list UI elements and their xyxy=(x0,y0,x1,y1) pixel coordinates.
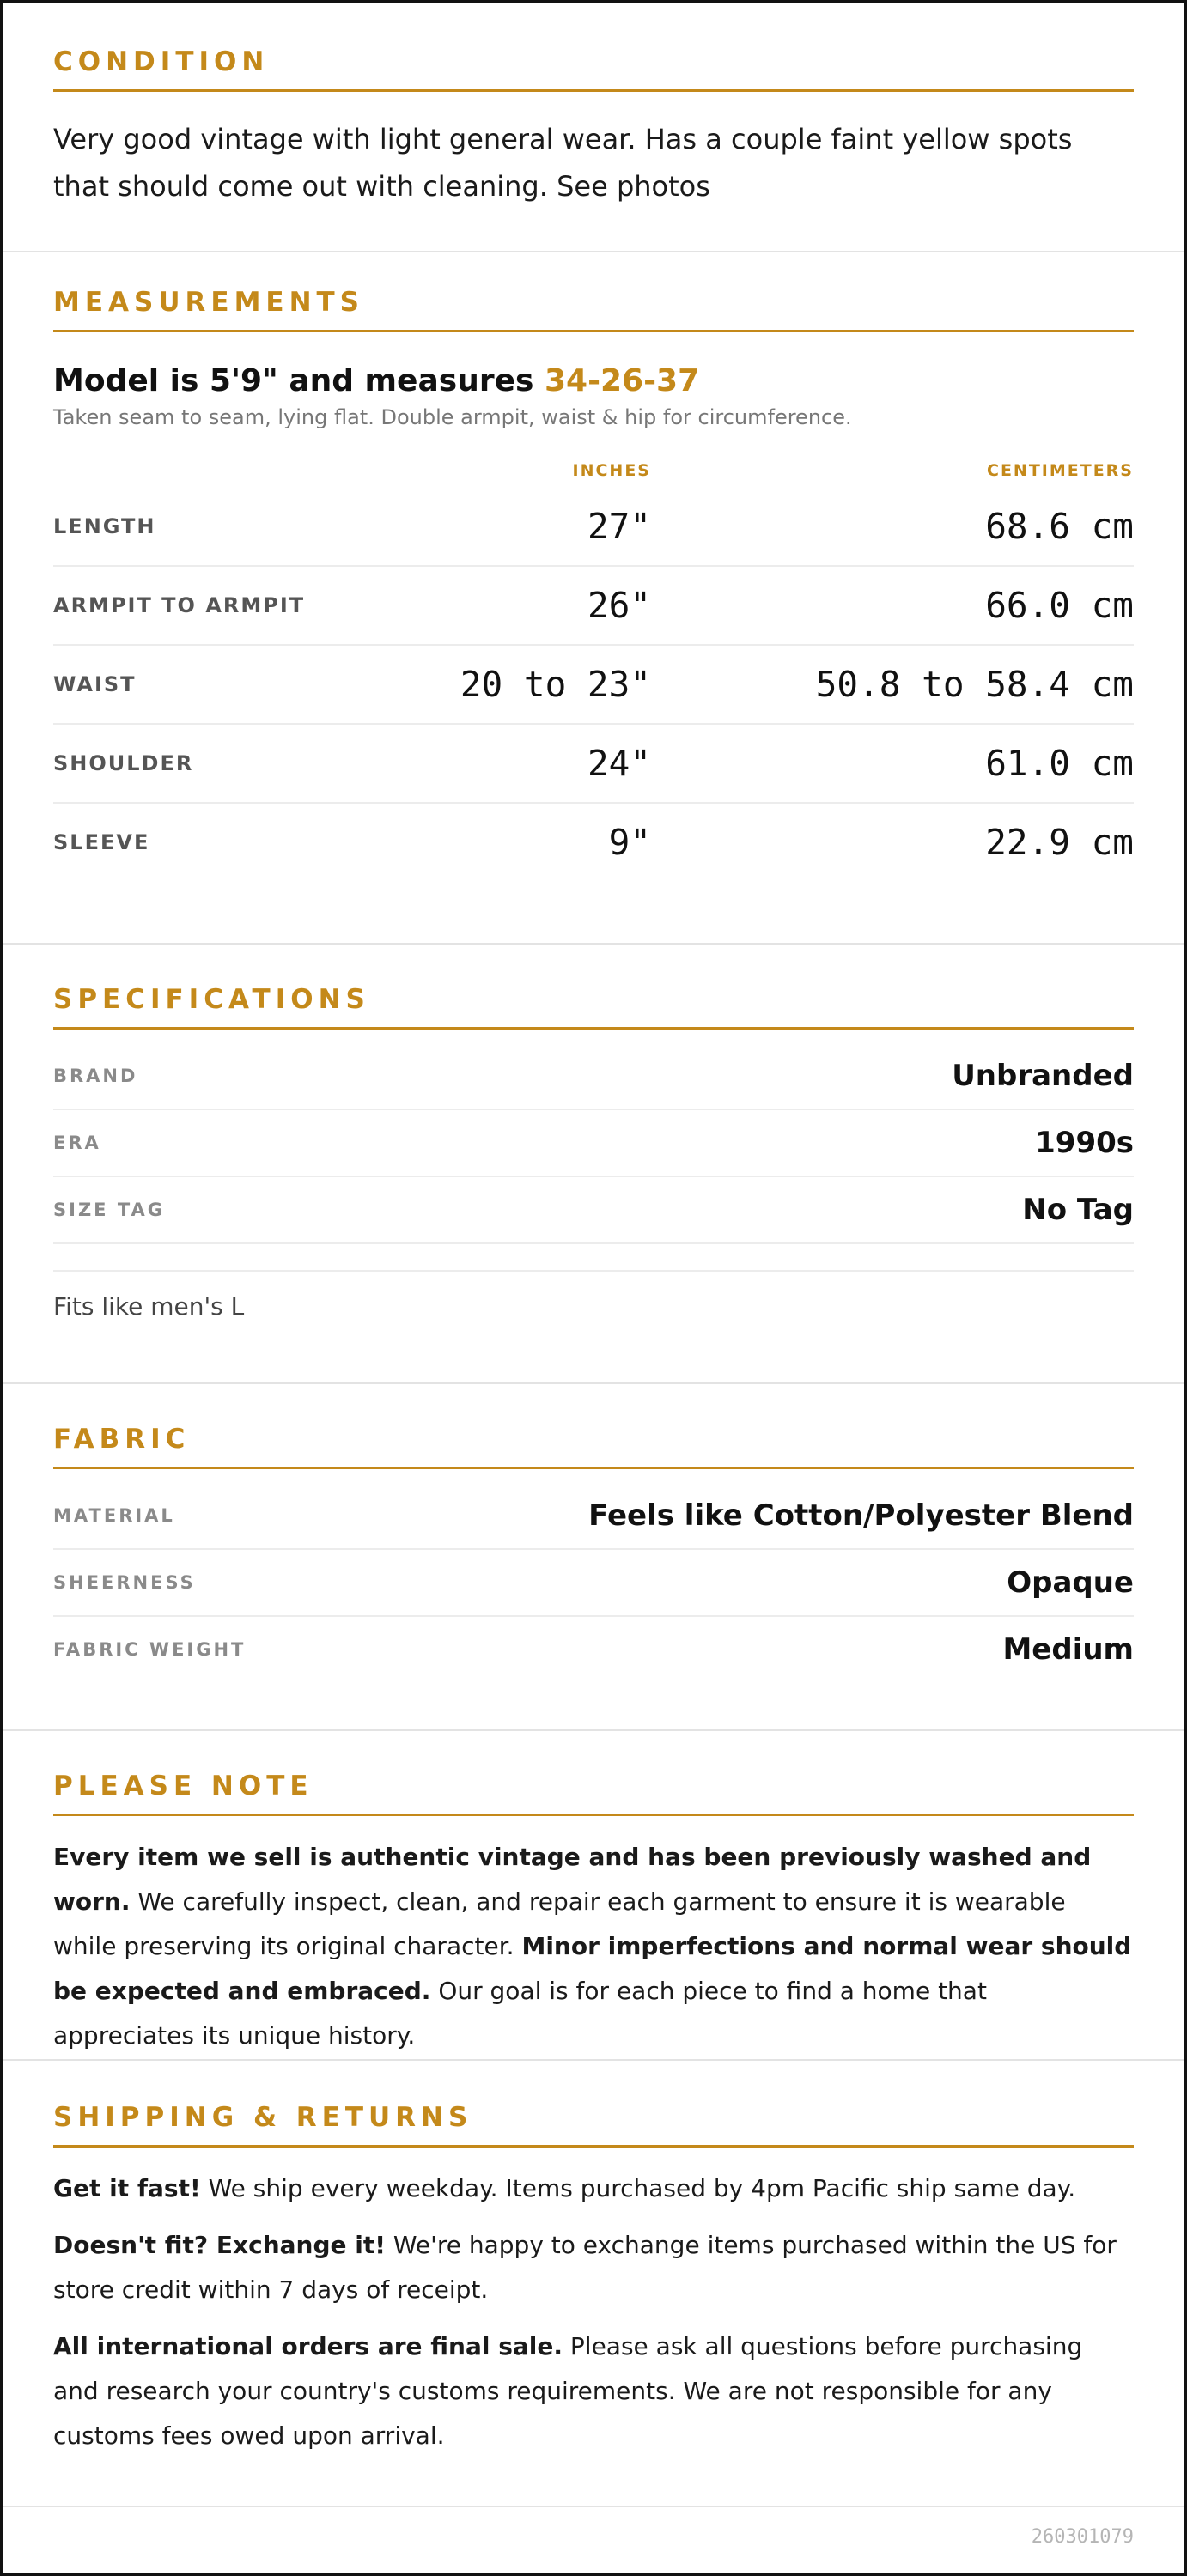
spec-row-size-tag xyxy=(53,1177,1134,1244)
condition-text: Very good vintage with light general wear. Has a couple faint yellow spots that should come out with cleaning. See photos xyxy=(53,123,1073,203)
measurement-row-length xyxy=(53,488,1134,567)
fabric-value: Feels like Cotton/Polyester Blend xyxy=(588,1498,1134,1533)
header-centimeters: CENTIMETERS xyxy=(987,461,1134,480)
please-note-title: PLEASE NOTE xyxy=(53,1771,1134,1816)
fabric-key: MATERIAL xyxy=(53,1505,175,1526)
measurement-row-armpit xyxy=(53,567,1134,646)
measurement-cm: 66.0 cm xyxy=(985,585,1134,626)
measurement-label: SHOULDER xyxy=(53,751,194,775)
shipping-text: We ship every weekday. Items purchased by 4pm Pacific ship same day. xyxy=(200,2174,1076,2202)
spec-key: ERA xyxy=(53,1133,101,1153)
header-inches: INCHES xyxy=(572,461,651,480)
fabric-key: FABRIC WEIGHT xyxy=(53,1639,247,1660)
spec-value: 1990s xyxy=(1035,1126,1134,1160)
note-text-2: Our goal is for each piece to find a home that appreciates its unique history. xyxy=(53,1977,987,2050)
specifications-section xyxy=(3,945,1184,1384)
fabric-key: SHEERNESS xyxy=(53,1572,196,1593)
fabric-row-weight xyxy=(53,1617,1134,1682)
spec-value: Unbranded xyxy=(952,1059,1134,1093)
please-note-text xyxy=(53,1835,1134,2058)
fabric-row-sheerness xyxy=(53,1550,1134,1617)
measurements-title: MEASUREMENTS xyxy=(53,287,1134,332)
note-bold-2: Minor imperfections and normal wear should be expected and embraced. xyxy=(53,1932,1132,2005)
measurement-inches: 9" xyxy=(608,822,651,863)
measurements-section xyxy=(3,252,1184,945)
fabric-title: FABRIC xyxy=(53,1424,1134,1469)
please-note-section xyxy=(3,1731,1184,2061)
shipping-bold: All international orders are final sale. xyxy=(53,2332,563,2360)
note-bold-1: Every item we sell is authentic vintage and has been previously washed and worn. xyxy=(53,1843,1092,1916)
spec-row-era xyxy=(53,1110,1134,1177)
measurements-header xyxy=(53,453,1134,488)
shipping-text: We're happy to exchange items purchased within the US for store credit within 7 days of receipt. xyxy=(53,2231,1117,2304)
measurement-cm: 22.9 cm xyxy=(985,822,1134,863)
shipping-section xyxy=(3,2061,1184,2507)
specifications-title: SPECIFICATIONS xyxy=(53,984,1134,1030)
measurement-row-shoulder xyxy=(53,725,1134,804)
fabric-list xyxy=(53,1483,1134,1682)
measurement-label: WAIST xyxy=(53,672,137,696)
condition-section xyxy=(3,3,1184,252)
measurement-inches: 26" xyxy=(587,585,651,626)
measurement-row-waist xyxy=(53,646,1134,725)
measurement-cm: 50.8 to 58.4 cm xyxy=(815,664,1134,705)
fit-note: Fits like men's L xyxy=(53,1270,1134,1321)
fabric-value: Opaque xyxy=(1007,1565,1134,1600)
shipping-paragraph-exchange xyxy=(53,2223,1134,2312)
shipping-bold: Doesn't fit? Exchange it! xyxy=(53,2231,386,2259)
fabric-row-material xyxy=(53,1483,1134,1550)
shipping-title: SHIPPING & RETURNS xyxy=(53,2102,1134,2148)
spec-value: No Tag xyxy=(1022,1193,1134,1227)
measurement-inches: 27" xyxy=(587,506,651,547)
model-measure-value: 34-26-37 xyxy=(544,363,700,398)
shipping-paragraph-international xyxy=(53,2324,1134,2458)
fabric-value: Medium xyxy=(1002,1632,1134,1667)
spec-key: SIZE TAG xyxy=(53,1200,166,1220)
measurement-label: ARMPIT TO ARMPIT xyxy=(53,593,306,617)
model-prefix: Model is 5'9" and measures xyxy=(53,363,545,398)
condition-title: CONDITION xyxy=(53,46,1134,92)
measurement-inches: 20 to 23" xyxy=(460,664,651,705)
note-text-1: We carefully inspect, clean, and repair each garment to ensure it is wearable while preserving its original character. xyxy=(53,1887,1066,1960)
measurement-label: LENGTH xyxy=(53,514,156,538)
measurement-label: SLEEVE xyxy=(53,830,150,854)
shipping-paragraph-fast xyxy=(53,2166,1134,2211)
measurement-row-sleeve xyxy=(53,804,1134,881)
measurement-cm: 61.0 cm xyxy=(985,743,1134,784)
measurement-cm: 68.6 cm xyxy=(985,506,1134,547)
model-measurements xyxy=(53,363,1134,398)
measurements-table xyxy=(53,453,1134,881)
item-code: 260301079 xyxy=(1031,2526,1134,2548)
measurements-subtitle: Taken seam to seam, lying flat. Double armpit, waist & hip for circumference. xyxy=(53,405,852,429)
shipping-bold: Get it fast! xyxy=(53,2174,201,2202)
specifications-list xyxy=(53,1043,1134,1244)
spec-key: BRAND xyxy=(53,1066,138,1086)
fabric-section xyxy=(3,1384,1184,1731)
measurement-inches: 24" xyxy=(587,743,651,784)
shipping-text: Please ask all questions before purchasing and research your country's customs requirements. We are not responsible for any customs fees owed upon arrival. xyxy=(53,2332,1083,2450)
spec-row-brand xyxy=(53,1043,1134,1110)
